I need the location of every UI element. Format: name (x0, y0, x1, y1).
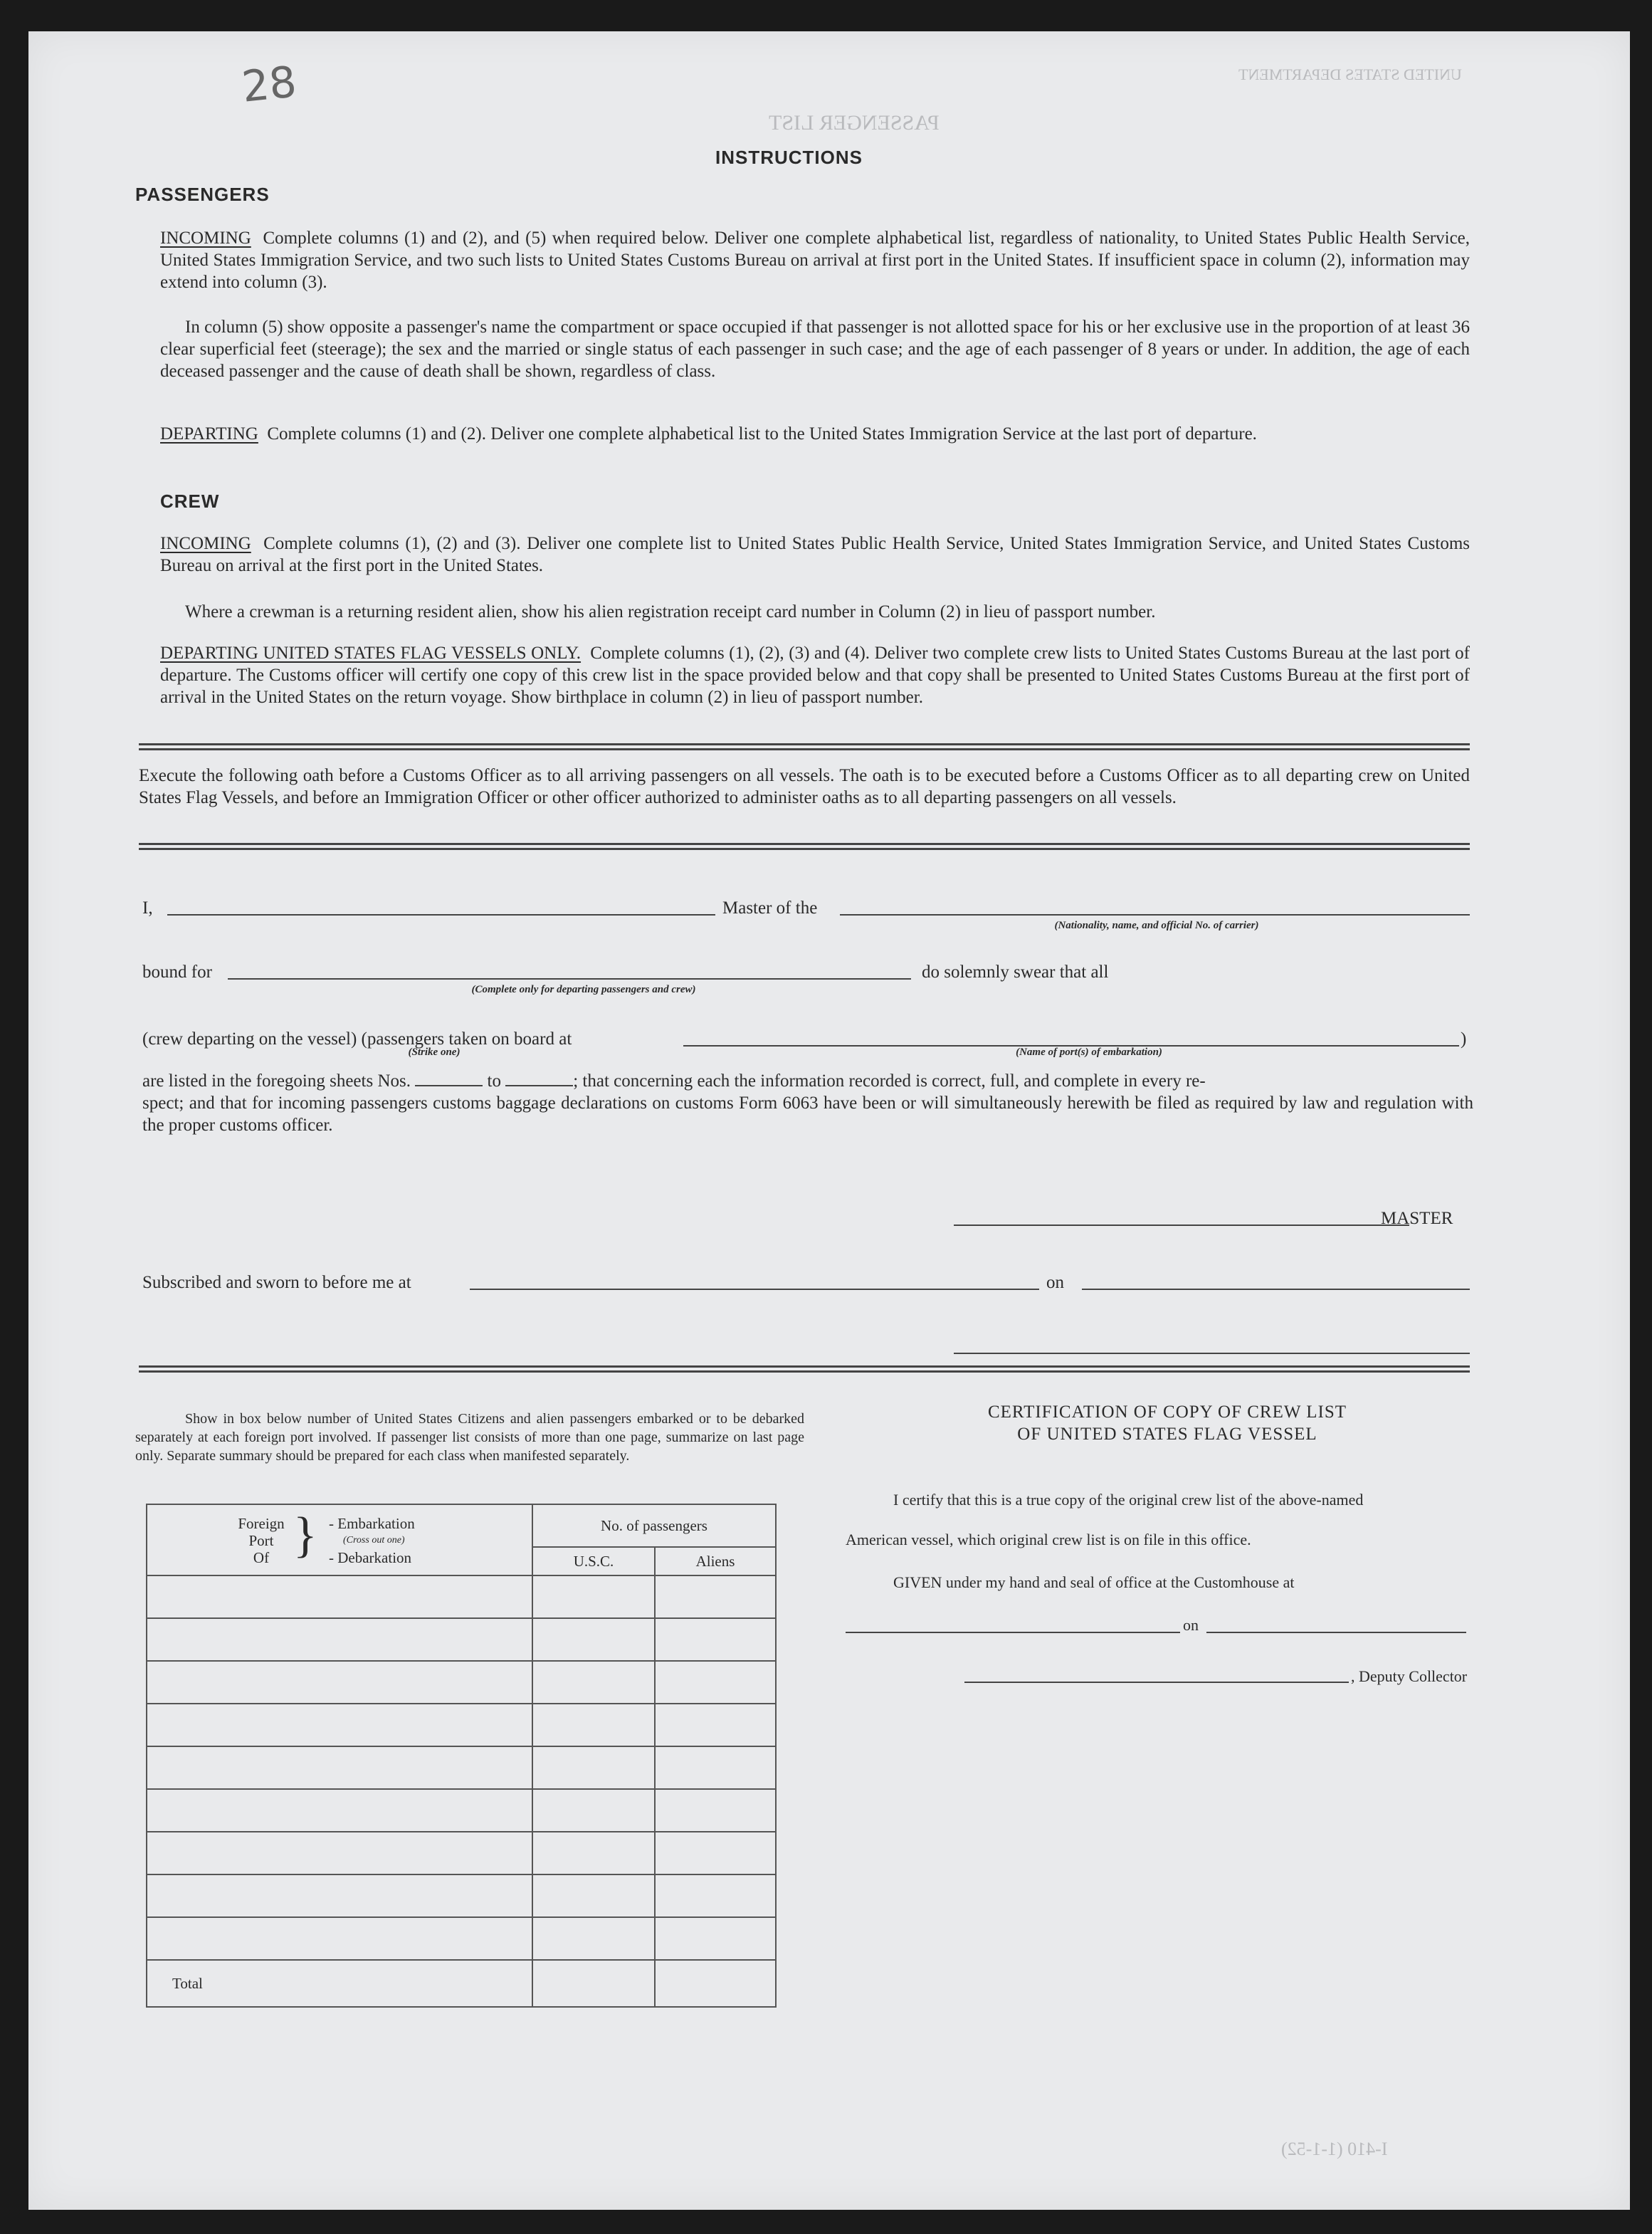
close-paren: ) (1461, 1029, 1467, 1049)
american-vessel-text: American vessel, which original crew list is on file in this office. (846, 1531, 1251, 1548)
table-row (147, 1575, 776, 1618)
strike-one-caption: (Strike one) (408, 1047, 461, 1058)
debarkation-option[interactable]: - Debarkation (329, 1549, 412, 1566)
table-row (147, 1704, 776, 1746)
customhouse-field[interactable] (846, 1632, 1180, 1633)
crew-departing-label: DEPARTING UNITED STATES FLAG VESSELS ONLY. (160, 644, 582, 663)
bound-for-caption: (Complete only for departing passengers and crew) (471, 984, 696, 995)
swear-text: do solemnly swear that all (922, 963, 1109, 982)
summary-instructions: Show in box below number of United States Citizens and alien passengers embarked or to be debarked separately at each foreign port involved. If passenger list consists of more than one page, summarize on last page only. Separate summary should be prepared for each class when manifested separately. (135, 1411, 804, 1464)
crew-departing-paragraph (160, 642, 1470, 708)
sheets-text-b: ; that concerning each the information recorded is correct, full, and complete in every re- (573, 1071, 1206, 1091)
crew-heading: CREW (160, 491, 220, 512)
total-row (147, 1960, 776, 2007)
master-name-field[interactable] (167, 914, 715, 916)
passengers-departing-label: DEPARTING (160, 424, 258, 444)
officer-signature-field[interactable] (954, 1353, 1470, 1354)
document-page (28, 31, 1630, 2210)
passengers-departing-paragraph (160, 423, 1470, 445)
sheets-text-a: are listed in the foregoing sheets Nos. (142, 1071, 411, 1091)
passengers-taken-option[interactable]: (passengers taken on board at (361, 1029, 572, 1049)
certification-on-label: on (1183, 1616, 1199, 1634)
sworn-date-field[interactable] (1082, 1289, 1470, 1290)
sworn-on-label: on (1046, 1273, 1064, 1292)
table-row (147, 1832, 776, 1874)
table-row (147, 1746, 776, 1789)
oath-intro: Execute the following oath before a Customs Officer as to all arriving passengers on all vessels. The oath is to be executed before a Customs Officer as to all departing crew on United States Flag Vessels, and before an Immigration Officer or other officer authorized to administer oaths as to all departing passengers on all vessels. (139, 766, 1470, 807)
certify-text: I certify that this is a true copy of the original crew list of the above-named (893, 1491, 1364, 1509)
foreign-port-header (147, 1504, 532, 1575)
table-row (147, 1917, 776, 1960)
carrier-caption: (Nationality, name, and official No. of carrier) (1054, 920, 1259, 931)
bound-for-field[interactable] (228, 978, 911, 980)
crew-departing-text: Complete columns (1), (2), (3) and (4). Deliver two complete crew lists to United States Customs Bureau at the last port of departure. The Customs officer will certify one copy of this crew list in the space provided below and that copy shall be presented to United States Customs Bureau at the first port of arrival in the United States on the return voyage. Show birthplace in column (2) in lieu of passport number. (160, 644, 1470, 707)
section-divider (139, 743, 1470, 750)
passengers-heading: PASSENGERS (135, 184, 270, 205)
passengers-incoming-label: INCOMING (160, 229, 251, 248)
total-usc-cell[interactable] (532, 1960, 655, 2007)
oath-i-label: I, (142, 898, 153, 918)
bleed-through-agency: UNITED STATES DEPARTMENT (1238, 65, 1462, 83)
sworn-place-field[interactable] (470, 1289, 1039, 1290)
certification-title-line1: CERTIFICATION OF COPY OF CREW LIST (987, 1402, 1347, 1422)
crew-incoming-paragraph (160, 533, 1470, 577)
passenger-summary-table (146, 1504, 777, 2008)
master-of-label: Master of the (722, 898, 818, 918)
embarkation-option[interactable]: - Embarkation (329, 1515, 415, 1532)
aliens-header: Aliens (655, 1547, 776, 1575)
certification-title (847, 1401, 1488, 1445)
crew-incoming-text: Complete columns (1), (2) and (3). Deliver one complete list to United States Public Health Service, United States Immigration Service, and United States Customs Bureau on arrival at the first port in the United States. (160, 534, 1471, 575)
oath-strike-line (142, 1028, 572, 1050)
handwritten-mark: 28 (239, 57, 299, 112)
sheets-text-c: spect; and that for incoming passengers customs baggage declarations on customs Form 6063 have been or will simultaneously herewith be filed as required by law and regulation with the proper customs officer. (142, 1094, 1473, 1135)
no-of-passengers-header: No. of passengers (532, 1504, 776, 1547)
sheet-from-field[interactable] (415, 1069, 483, 1086)
total-aliens-cell[interactable] (655, 1960, 776, 2007)
certification-date-field[interactable] (1206, 1632, 1466, 1633)
subscribed-label: Subscribed and sworn to before me at (142, 1273, 411, 1292)
bleed-through-heading: PASSENGER LIST (769, 111, 940, 135)
deputy-collector-label: , Deputy Collector (1351, 1667, 1468, 1685)
table-row (147, 1874, 776, 1917)
passengers-departing-text: Complete columns (1) and (2). Deliver one complete alphabetical list to the United States Immigration Service at the last port of departure. (267, 424, 1257, 444)
crew-resident-paragraph: Where a crewman is a returning resident alien, show his alien registration receipt card number in Column (2) in lieu of passport number. (185, 602, 1156, 622)
given-text: GIVEN under my hand and seal of office at the Customhouse at (893, 1573, 1295, 1591)
table-row (147, 1789, 776, 1832)
passengers-column5-paragraph: In column (5) show opposite a passenger's name the compartment or space occupied if that passenger is not allotted space for his or her exclusive use in the proportion of at least 36 clear superficial feet (steerage); the sex and the married or single status of each passenger in such case; and the age of each passenger of 8 years or under. In addition, the age of each deceased passenger and the cause of death shall be shown, regardless of class. (160, 318, 1470, 381)
ports-caption: (Name of port(s) of embarkation) (1016, 1047, 1162, 1058)
oath-divider (139, 843, 1470, 850)
summary-divider (139, 1365, 1470, 1373)
bleed-through-form-number: I-410 (1-1-52) (1281, 2139, 1388, 2159)
brace-icon: } (293, 1508, 317, 1563)
foreign-port-of-label: Foreign Port Of (238, 1515, 285, 1566)
sheets-line (142, 1069, 1206, 1092)
crew-incoming-label: INCOMING (160, 534, 251, 553)
usc-header: U.S.C. (532, 1547, 655, 1575)
sheets-to-label: to (487, 1071, 501, 1091)
deputy-collector-signature-field[interactable] (964, 1682, 1349, 1683)
total-label: Total (147, 1960, 532, 2007)
master-label: MASTER (1381, 1209, 1453, 1228)
passengers-incoming-paragraph (160, 227, 1470, 293)
master-signature-field[interactable] (954, 1224, 1409, 1226)
table-row (147, 1618, 776, 1661)
certification-title-line2: OF UNITED STATES FLAG VESSEL (1017, 1425, 1317, 1444)
sheet-to-field[interactable] (505, 1069, 573, 1086)
cross-out-caption: (Cross out one) (343, 1535, 405, 1546)
crew-departing-option[interactable]: (crew departing on the vessel) (142, 1029, 357, 1049)
carrier-field[interactable] (840, 914, 1470, 916)
table-row (147, 1661, 776, 1704)
passengers-incoming-text: Complete columns (1) and (2), and (5) when required below. Deliver one complete alphabetical list, regardless of nationality, to United States Public Health Service, United States Immigration Service, and two such lists to United States Customs Bureau on arrival at first port in the United States. If insufficient space in column (2), information may extend into column (3). (160, 229, 1471, 292)
instructions-title: INSTRUCTIONS (715, 147, 863, 168)
bound-for-label: bound for (142, 963, 212, 982)
